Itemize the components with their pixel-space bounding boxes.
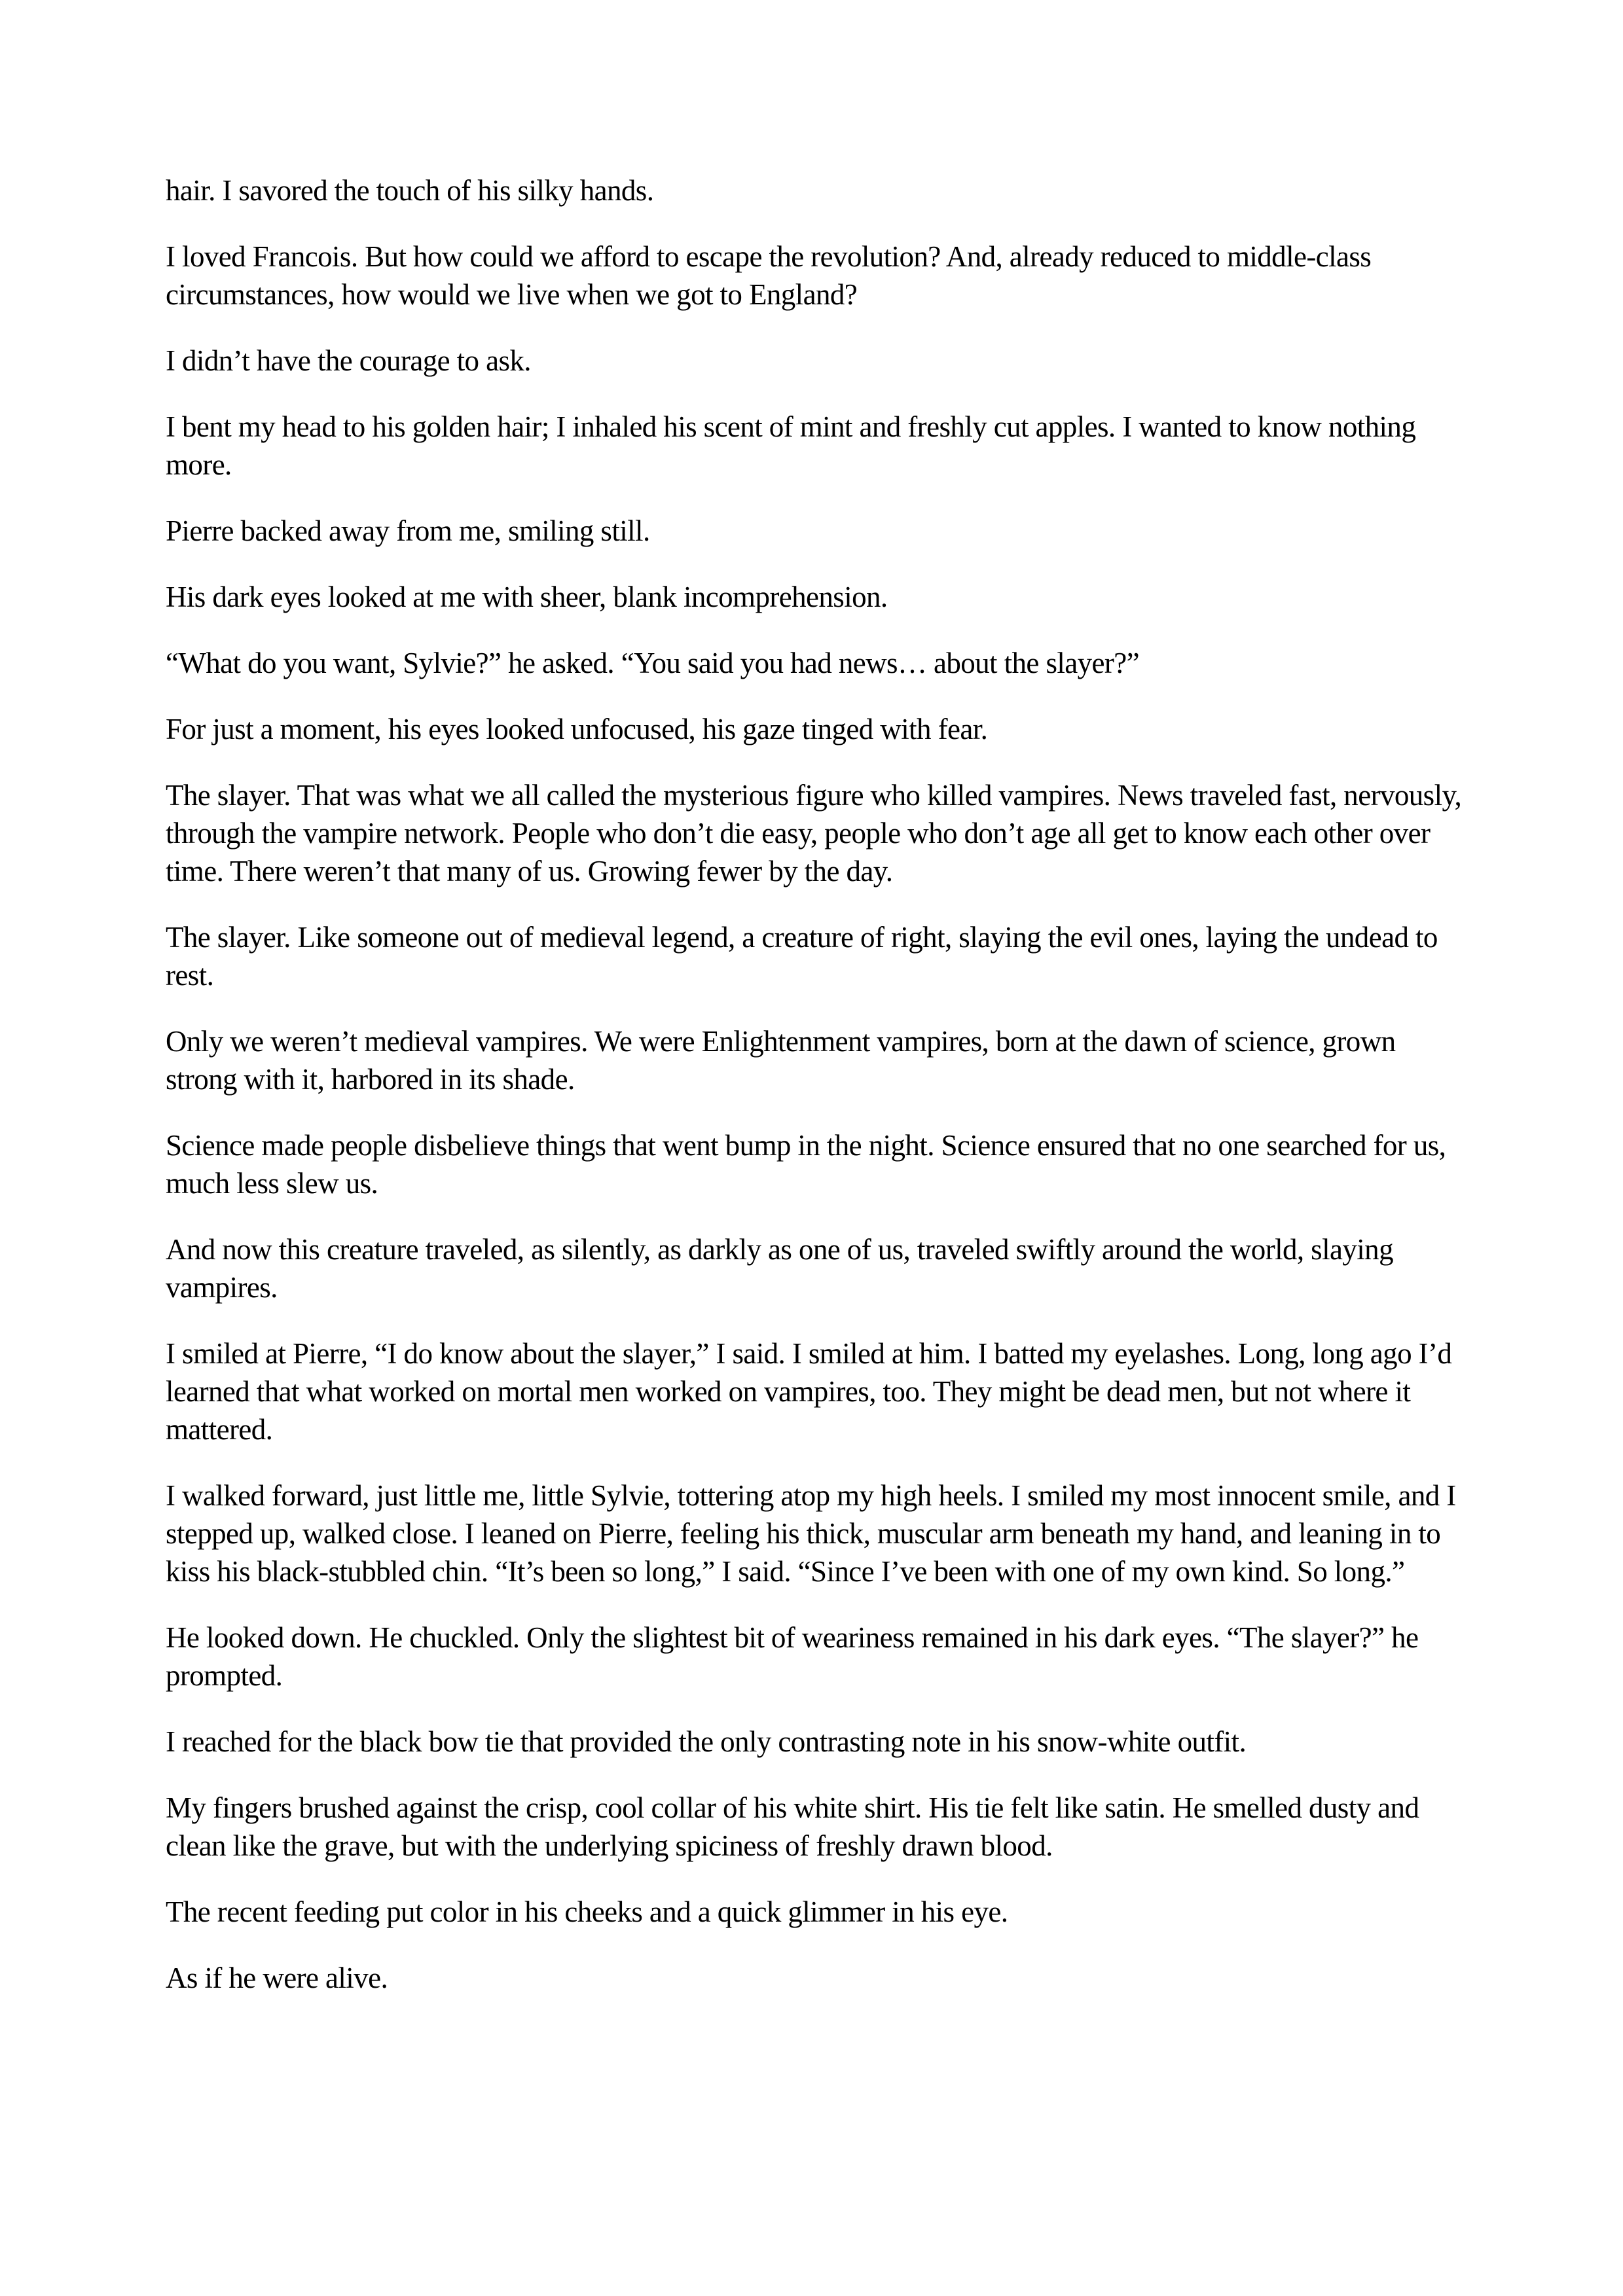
paragraph: The slayer. Like someone out of medieval legend, a creature of right, slaying the evil ones, laying the undead to rest. [166, 921, 1438, 992]
paragraph: I reached for the black bow tie that provided the only contrasting note in his snow-white outfit. [166, 1725, 1247, 1758]
paragraph: For just a moment, his eyes looked unfocused, his gaze tinged with fear. [166, 713, 988, 745]
paragraph: The slayer. That was what we all called the mysterious figure who killed vampires. News traveled fast, nervously, through the vampire network. People who don’t die easy, people who don’t age all get to know each other over time. There weren’t that many of us. Growing fewer by the day. [166, 779, 1462, 888]
paragraph: Pierre backed away from me, smiling still. [166, 514, 650, 547]
paragraph: He looked down. He chuckled. Only the slightest bit of weariness remained in his dark eyes. “The slayer?” he prompted. [166, 1621, 1419, 1692]
paragraph: hair. I savored the touch of his silky hands. [166, 174, 654, 207]
paragraph: Only we weren’t medieval vampires. We were Enlightenment vampires, born at the dawn of science, grown strong with it, harbored in its shade. [166, 1025, 1396, 1096]
paragraph: The recent feeding put color in his cheeks and a quick glimmer in his eye. [166, 1895, 1008, 1928]
paragraph: His dark eyes looked at me with sheer, blank incomprehension. [166, 581, 888, 613]
paragraph: I didn’t have the courage to ask. [166, 344, 531, 377]
paragraph: I walked forward, just little me, little Sylvie, tottering atop my high heels. I smiled my most innocent smile, and I stepped up, walked close. I leaned on Pierre, feeling his thick, muscular arm beneath my hand, and leaning in to kiss his black-stubbled chin. “It’s been so long,” I said. “Since I’ve been with one of my own kind. So long.” [166, 1479, 1456, 1588]
body-text [166, 171, 1468, 2025]
paragraph: As if he were alive. [166, 1962, 388, 1994]
paragraph: Science made people disbelieve things that went bump in the night. Science ensured that no one searched for us, much less slew us. [166, 1129, 1446, 1200]
paragraph: “What do you want, Sylvie?” he asked. “You said you had news… about the slayer?” [166, 647, 1140, 679]
paragraph: I smiled at Pierre, “I do know about the slayer,” I said. I smiled at him. I batted my eyelashes. Long, long ago I’d learned that what worked on mortal men worked on vampires, too. They might be dead men, but not where it mattered. [166, 1337, 1452, 1446]
paragraph: My fingers brushed against the crisp, cool collar of his white shirt. His tie felt like satin. He smelled dusty and clean like the grave, but with the underlying spiciness of freshly drawn blood. [166, 1791, 1419, 1862]
paragraph: I loved Francois. But how could we afford to escape the revolution? And, already reduced to middle-class circumstances, how would we live when we got to England? [166, 240, 1372, 311]
paragraph: And now this creature traveled, as silently, as darkly as one of us, traveled swiftly around the world, slaying vampires. [166, 1233, 1393, 1304]
paragraph: I bent my head to his golden hair; I inhaled his scent of mint and freshly cut apples. I wanted to know nothing more. [166, 410, 1416, 481]
